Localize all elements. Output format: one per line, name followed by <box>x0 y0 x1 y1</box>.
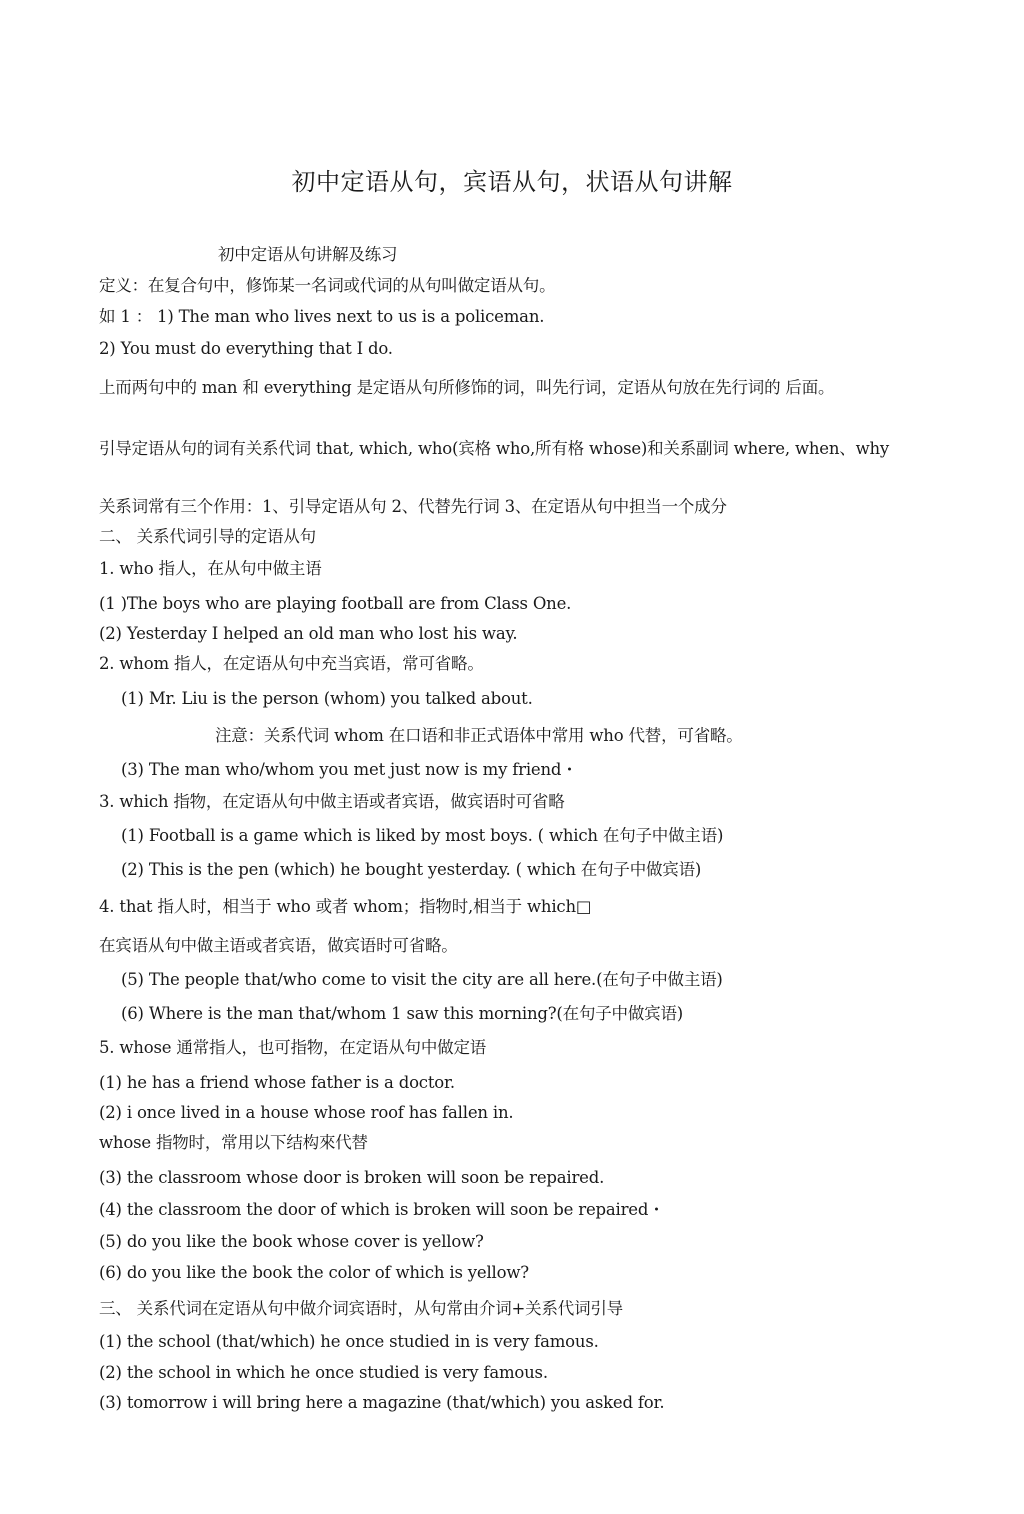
section-heading: 三、 关系代词在定语从句中做介词宾语时，从句常由介词+关系代词引导 <box>99 1299 623 1318</box>
example-line: (1 )The boys who are playing football are from Class One. <box>99 594 572 613</box>
example-line: (5) do you like the book whose cover is yellow? <box>99 1232 484 1251</box>
example-line: (3) tomorrow i will bring here a magazine (that/which) you asked for. <box>99 1393 665 1412</box>
rule-line: 在宾语从句中做主语或者宾语，做宾语时可省略。 <box>99 936 458 955</box>
rule-line: 3. which 指物，在定语从句中做主语或者宾语，做宾语时可省略 <box>99 792 565 811</box>
example-line: (1) he has a friend whose father is a doctor. <box>99 1073 455 1092</box>
example-line: 如 1 ： 1) The man who lives next to us is a policeman. <box>99 307 545 326</box>
example-line: (3) the classroom whose door is broken will soon be repaired. <box>99 1168 605 1187</box>
example-line: (3) The man who/whom you met just now is my friend・ <box>121 760 578 779</box>
example-line: (2) This is the pen (which) he bought yesterday. ( which 在句子中做宾语) <box>121 860 702 879</box>
document-title: 初中定语从句，宾语从句，状语从句讲解 <box>291 168 733 196</box>
section-heading: 二、 关系代词引导的定语从句 <box>99 527 316 546</box>
rule-line: 2. whom 指人，在定语从句中充当宾语，常可省略。 <box>99 654 484 673</box>
example-line: (1) Football is a game which is liked by most boys. ( which 在句子中做主语) <box>121 826 724 845</box>
example-line: (2) i once lived in a house whose roof has fallen in. <box>99 1103 514 1122</box>
rule-line: whose 指物时，常用以下结构來代替 <box>99 1133 368 1152</box>
section-subtitle: 初中定语从句讲解及练习 <box>218 245 398 264</box>
example-line: (6) do you like the book the color of which is yellow? <box>99 1263 529 1282</box>
example-line: (1) Mr. Liu is the person (whom) you talked about. <box>121 689 533 708</box>
example-line: (2) the school in which he once studied is very famous. <box>99 1363 548 1382</box>
example-line: (6) Where is the man that/whom 1 saw this morning?(在句子中做宾语) <box>121 1004 683 1023</box>
paragraph-functions: 关系词常有三个作用：1、引导定语从句 2、代替先行词 3、在定语从句中担当一个成分 <box>99 497 727 516</box>
example-line: 2) You must do everything that I do. <box>99 339 393 358</box>
example-line: (1) the school (that/which) he once studied in is very famous. <box>99 1332 599 1351</box>
rule-line: 1. who 指人，在从句中做主语 <box>99 559 322 578</box>
rule-line: 4. that 指人时，相当于 who 或者 whom；指物时,相当于 which□ <box>99 897 592 916</box>
rule-line: 5. whose 通常指人，也可指物，在定语从句中做定语 <box>99 1038 487 1057</box>
example-line: (5) The people that/who come to visit the city are all here.(在句子中做主语) <box>121 970 723 989</box>
example-line: (4) the classroom the door of which is broken will soon be repaired・ <box>99 1200 665 1219</box>
paragraph-antecedent: 上而两句中的 man 和 everything 是定语从句所修饰的词，叫先行词，定语从句放在先行词的 后面。 <box>99 378 835 397</box>
example-line: (2) Yesterday I helped an old man who lost his way. <box>99 624 518 643</box>
definition-line: 定义：在复合句中，修饰某一名词或代词的从句叫做定语从句。 <box>99 276 556 295</box>
note-line: 注意：关系代词 whom 在口语和非正式语体中常用 who 代替，可省略。 <box>215 726 743 745</box>
paragraph-relative-words: 引导定语从句的词有关系代词 that, which, who(宾格 who,所有格 whose)和关系副词 where, when、why <box>99 439 890 458</box>
